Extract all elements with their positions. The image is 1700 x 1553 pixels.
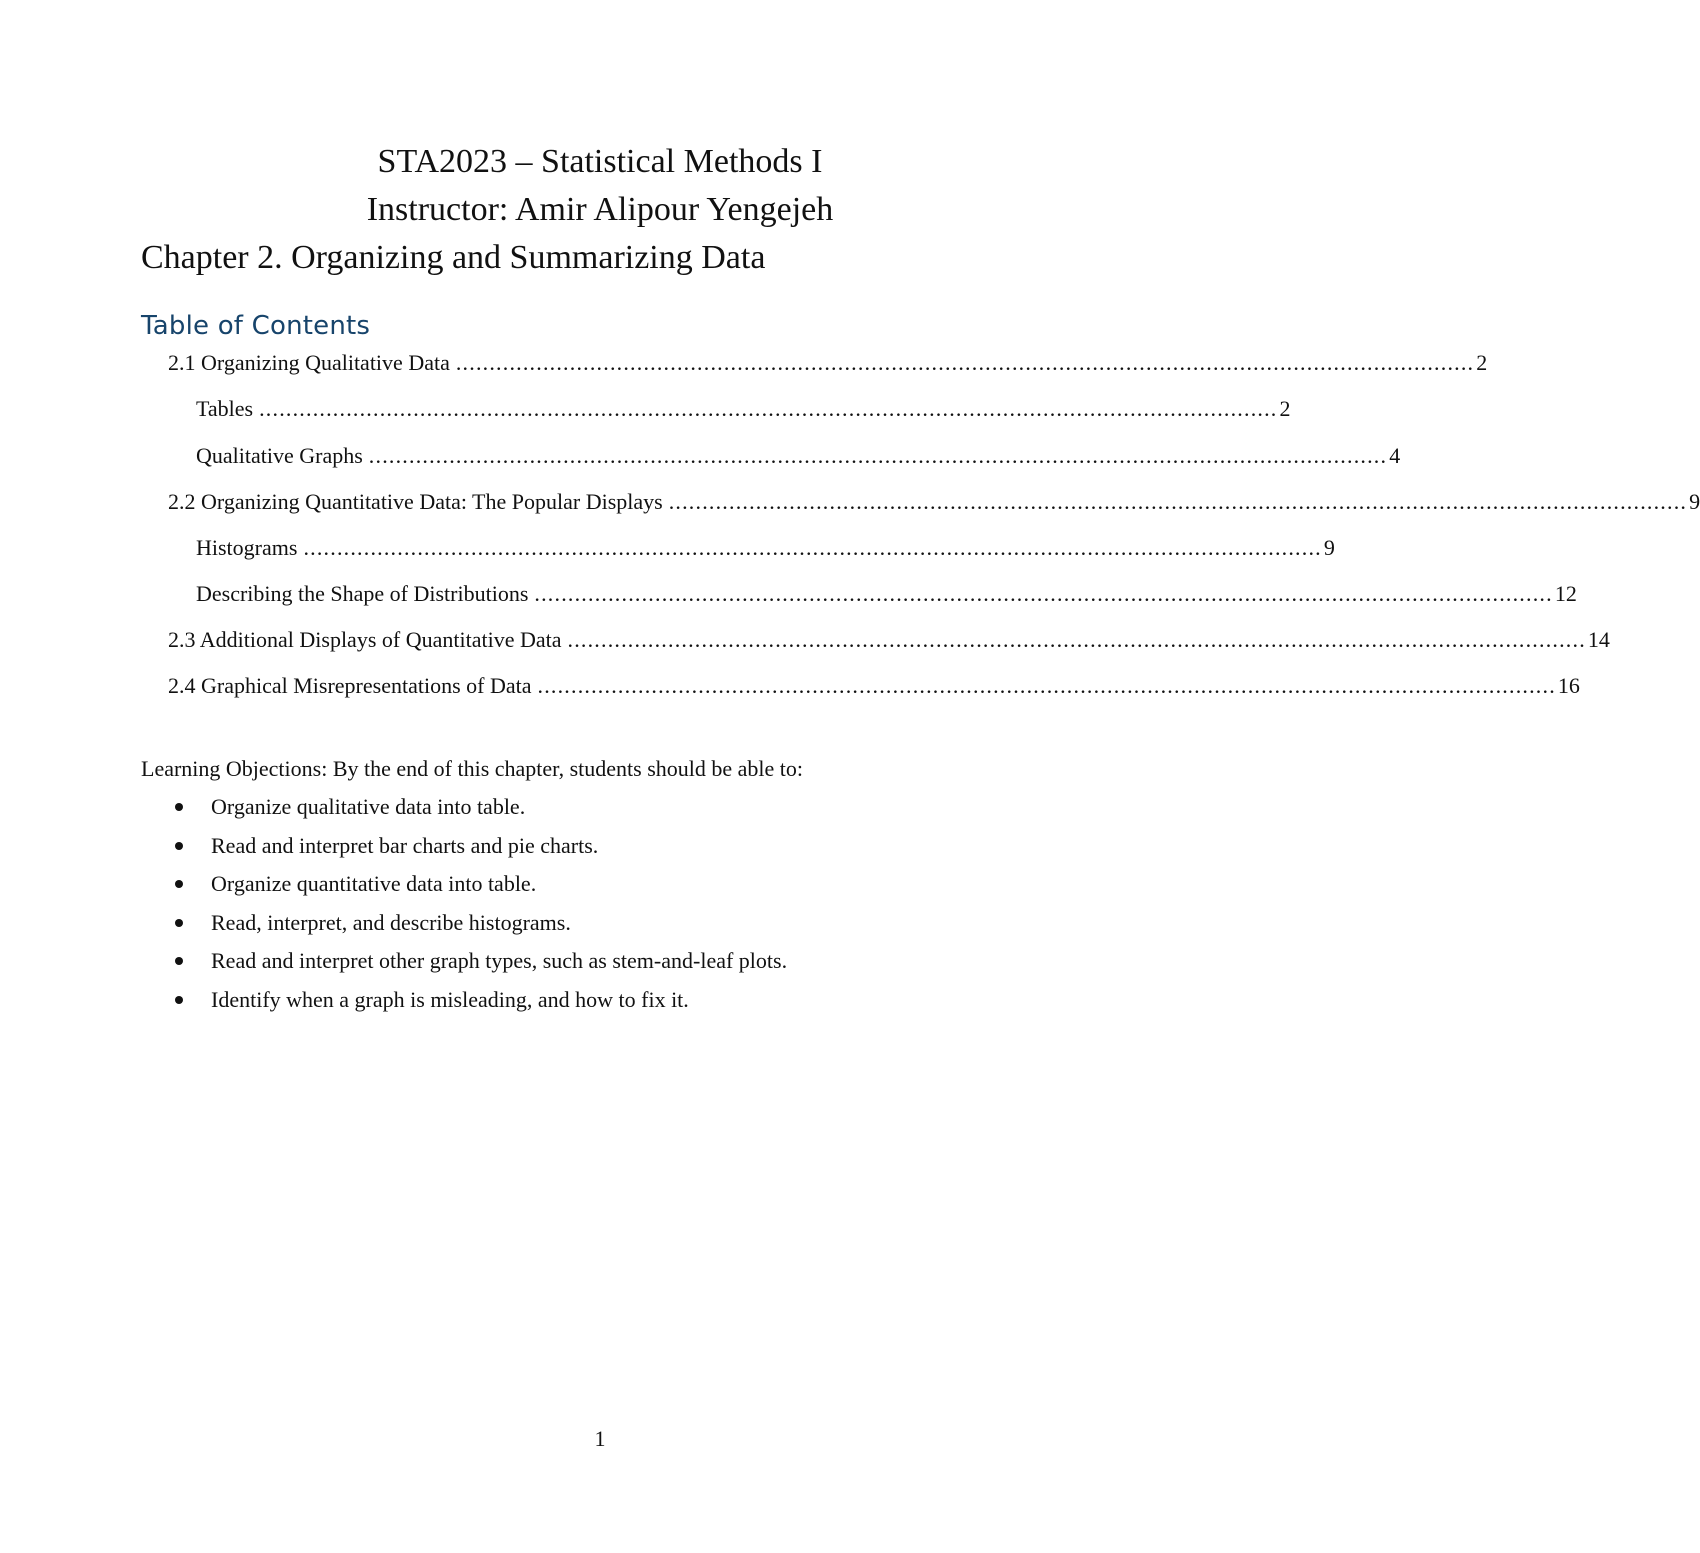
bullet-icon — [175, 957, 183, 965]
toc-entry-page: 4 — [1389, 443, 1401, 468]
objective-text: Organize quantitative data into table. — [211, 871, 537, 896]
toc-heading: Table of Contents — [141, 311, 371, 341]
course-title: STA2023 – Statistical Methods I — [377, 143, 823, 180]
toc-entry-label: 2.2 Organizing Quantitative Data: The Popular Displays — [168, 489, 663, 514]
bullet-icon — [175, 880, 183, 888]
objective-text: Organize qualitative data into table. — [211, 794, 526, 819]
bullet-icon — [175, 919, 183, 927]
bullet-icon — [175, 996, 183, 1004]
toc-entry-page: 2 — [1279, 396, 1291, 421]
toc-dot-leader: ........................................................................................................................................................ — [368, 443, 1388, 468]
toc-dot-leader: ........................................................................................................................................................ — [455, 350, 1475, 375]
toc-dot-leader: ........................................................................................................................................................ — [567, 627, 1586, 652]
objectives-intro: Learning Objections: By the end of this chapter, students should be able to: — [141, 756, 804, 781]
toc-entry-histograms[interactable] — [196, 533, 1335, 563]
bullet-icon — [175, 803, 183, 811]
chapter-title: Chapter 2. Organizing and Summarizing Data — [141, 239, 766, 276]
objective-text: Identify when a graph is misleading, and how to fix it. — [211, 986, 689, 1012]
toc-entry-2-3[interactable] — [168, 625, 1610, 655]
toc-entry-tables[interactable] — [196, 394, 1291, 424]
toc-entry-page: 16 — [1557, 673, 1580, 698]
toc-entry-page: 14 — [1587, 627, 1610, 652]
page-number: 1 — [594, 1426, 606, 1451]
toc-entry-page: 9 — [1689, 489, 1700, 514]
toc-entry-label: 2.3 Additional Displays of Quantitative Data — [168, 627, 562, 652]
toc-entry-page: 2 — [1476, 350, 1488, 375]
bullet-icon — [175, 842, 183, 850]
table-of-contents — [0, 0, 1700, 720]
toc-entry-2-1[interactable] — [168, 348, 1488, 378]
toc-entry-page: 12 — [1554, 581, 1577, 606]
objective-text: Read and interpret other graph types, such as stem-and-leaf plots. — [211, 948, 788, 973]
toc-dot-leader: ........................................................................................................................................................ — [537, 673, 1556, 698]
toc-entry-label: Tables — [196, 396, 254, 421]
instructor-line: Instructor: Amir Alipour Yengejeh — [366, 191, 834, 228]
toc-dot-leader: ........................................................................................................................................................ — [259, 396, 1278, 421]
objective-text: Read, interpret, and describe histograms. — [211, 909, 571, 935]
toc-entry-label: Histograms — [196, 535, 298, 560]
toc-entry-qualitative-graphs[interactable] — [196, 441, 1401, 471]
toc-dot-leader: ........................................................................................................................................................ — [303, 535, 1322, 560]
toc-entry-shape-of-distributions[interactable] — [196, 579, 1577, 609]
toc-entry-label: 2.1 Organizing Qualitative Data — [168, 350, 450, 375]
toc-dot-leader: ........................................................................................................................................................ — [534, 581, 1553, 606]
toc-entry-page: 9 — [1323, 535, 1335, 560]
toc-entry-label: Qualitative Graphs — [196, 443, 363, 468]
toc-entry-2-4[interactable] — [168, 671, 1580, 701]
toc-dot-leader: ........................................................................................................................................................ — [668, 489, 1688, 514]
objective-text: Read and interpret bar charts and pie charts. — [211, 832, 599, 858]
toc-entry-label: 2.4 Graphical Misrepresentations of Data — [168, 673, 532, 698]
toc-entry-2-2[interactable] — [168, 487, 1700, 517]
toc-entry-label: Describing the Shape of Distributions — [196, 581, 529, 606]
